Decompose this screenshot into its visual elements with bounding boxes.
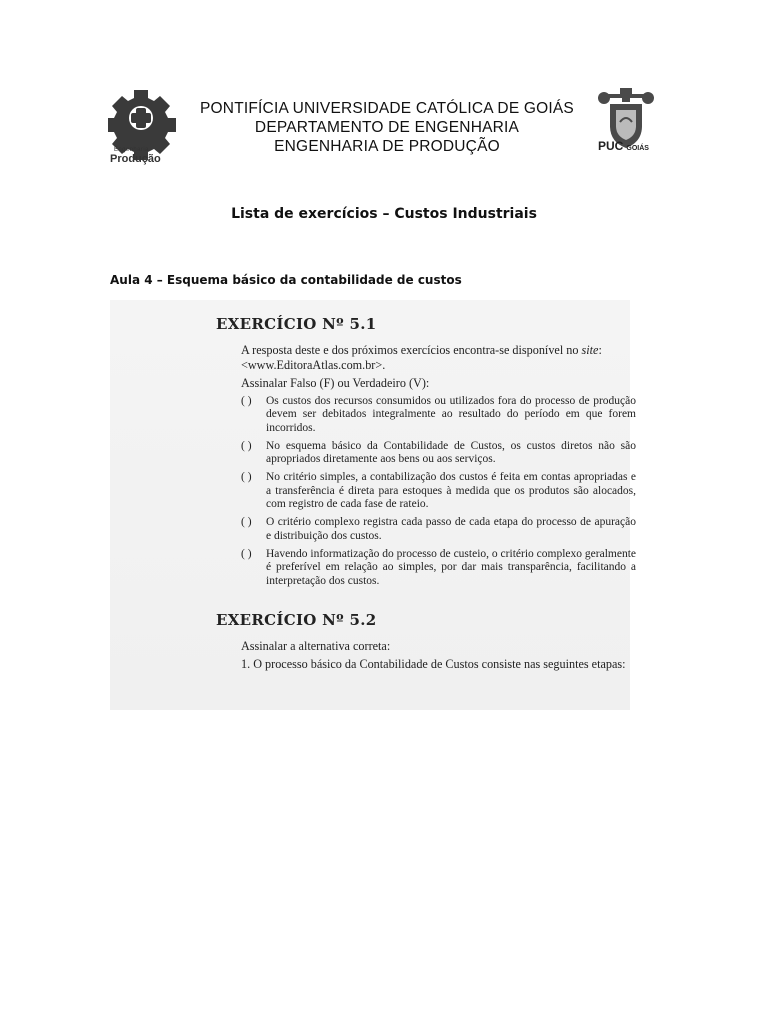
intro-colon: :: [598, 343, 602, 357]
exercise-heading: EXERCÍCIO Nº 5.1: [216, 315, 377, 333]
document-title: Lista de exercícios – Custos Industriais: [231, 206, 537, 222]
list-item: [241, 440, 636, 467]
item-text: No critério simples, a contabilização dos custos é feita em contas apropriadas e a transferência é direta para estoques à medida que os produtos são alocados, com registro de cada fase de rateio.: [266, 471, 636, 511]
item-text: No esquema básico da Contabilidade de Custos, os custos diretos não são apropriados diretamente aos bens ou aos serviços.: [266, 439, 636, 466]
scanned-exercise-content: [216, 305, 636, 676]
institution-name: PONTIFÍCIA UNIVERSIDADE CATÓLICA DE GOIÁS: [200, 100, 574, 117]
logo-text-line2: Produção: [110, 153, 161, 165]
true-false-list: [241, 395, 636, 589]
item-text: O critério complexo registra cada passo de cada etapa do processo de apuração e distribuição dos custos.: [266, 516, 636, 542]
engenharia-producao-logo-text: [110, 146, 180, 164]
course-name: ENGENHARIA DE PRODUÇÃO: [274, 138, 500, 155]
puc-label-main: PUC: [598, 139, 624, 153]
exercise2-item-1: 1. O processo básico da Contabilidade de Custos consiste nas seguintes etapas:: [241, 657, 626, 672]
exercise-heading-2: EXERCÍCIO Nº 5.2: [216, 610, 377, 629]
exercise-intro: [241, 343, 636, 372]
item-text: Os custos dos recursos consumidos ou utilizados fora do processo de produção devem ser debitados integralmente ao resultado do período em que forem incorridos.: [266, 394, 636, 434]
answer-blank: ( ): [241, 394, 252, 407]
answer-blank: ( ): [241, 439, 252, 452]
list-item: [241, 516, 636, 543]
list-item: [241, 471, 636, 512]
exercise-instruction: Assinalar Falso (F) ou Verdadeiro (V):: [241, 376, 430, 390]
intro-text: A resposta deste e dos próximos exercícios encontra-se disponível no: [241, 343, 579, 357]
page-header: [0, 0, 768, 175]
answer-blank: ( ): [241, 547, 252, 560]
list-item: [241, 395, 636, 436]
answer-blank: ( ): [241, 516, 252, 529]
logo-text-line1: Engenharia: [114, 147, 149, 153]
puc-label-sub: GOIÁS: [626, 145, 649, 152]
document-subtitle: Aula 4 – Esquema básico da contabilidade de custos: [110, 273, 462, 287]
item-text: Havendo informatização do processo de custeio, o critério complexo geralmente é preferível em relação ao simples, por dar mais transparência, facilitando a interpretação dos custos.: [266, 547, 636, 587]
exercise2-instruction: Assinalar a alternativa correta:: [241, 638, 391, 653]
intro-site-word: site: [581, 343, 599, 357]
department-name: DEPARTAMENTO DE ENGENHARIA: [254, 119, 520, 136]
answer-blank: ( ): [241, 471, 252, 484]
intro-url: <www.EditoraAtlas.com.br>.: [241, 357, 386, 372]
puc-goias-label: [598, 139, 660, 153]
list-item: [241, 548, 636, 589]
